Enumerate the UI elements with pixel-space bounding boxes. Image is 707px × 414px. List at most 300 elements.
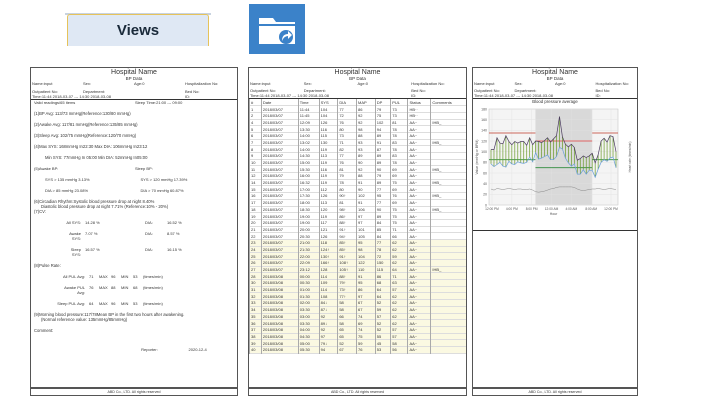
table-cell: AA·· — [408, 313, 431, 320]
table-row — [250, 273, 467, 280]
table-cell: 65 — [338, 326, 357, 333]
table-row — [250, 219, 467, 226]
name-field: Name:input — [474, 81, 495, 86]
svg-text:12:00 PM: 12:00 PM — [485, 207, 499, 211]
svg-text:8:00 AM: 8:00 AM — [585, 207, 598, 211]
table-row — [250, 166, 467, 173]
table-cell: 89 — [375, 159, 391, 166]
pulse-min: 53 — [133, 274, 138, 279]
cv-title: (7)CV: — [34, 209, 46, 214]
table-cell: 33 — [250, 300, 262, 307]
table-cell — [431, 260, 466, 267]
svg-text:12:00 PM: 12:00 PM — [604, 207, 618, 211]
table-row — [250, 119, 467, 126]
table-cell: 57 — [391, 333, 408, 340]
table-cell: 91 — [357, 199, 376, 206]
svg-text:20: 20 — [483, 192, 487, 197]
hospital-name: Hospital Name — [111, 69, 157, 76]
table-cell: 101 — [357, 226, 376, 233]
folder-open-arrow-icon — [249, 4, 305, 54]
table-cell: 2018/03/07 — [261, 159, 298, 166]
table-cell: 2018/03/08 — [261, 306, 298, 313]
table-cell: 109 — [319, 280, 338, 287]
table-cell: 79 — [375, 173, 391, 180]
pulse-unit: (times/min) — [143, 285, 163, 290]
report-subtitle: BP Data — [349, 76, 366, 81]
diastolic-drop: Diastolic blood pressure drop at night 7.71% (Reference:10% - 20%) — [41, 204, 169, 209]
table-cell: 2018/03/07 — [261, 253, 298, 260]
table-cell: IHB_ — [431, 179, 466, 186]
pulse-min: 68 — [133, 285, 138, 290]
cv-dia: 16.15 % — [167, 247, 182, 252]
table-cell: 75 — [391, 206, 408, 213]
table-cell: 69 — [391, 199, 408, 206]
sex-field: Sex: — [303, 81, 312, 86]
table-cell — [431, 159, 466, 166]
table-cell: 73 — [391, 106, 408, 113]
table-cell: 58 — [338, 300, 357, 307]
table-cell — [431, 286, 466, 293]
table-row — [250, 146, 467, 153]
table-cell: 88↑ — [338, 273, 357, 280]
page-footer: ABD Co., LTD. All rights reserved — [249, 387, 466, 395]
table-cell: 89 — [357, 153, 376, 160]
pulse-max-label: MAX — [99, 274, 108, 279]
table-cell: IHB_ — [431, 119, 466, 126]
table-cell: 22:00 — [298, 253, 319, 260]
table-cell — [431, 300, 466, 307]
table-cell: AA·· — [408, 280, 431, 287]
table-cell: 04:30 — [298, 333, 319, 340]
table-cell: 59 — [375, 306, 391, 313]
table-cell: 40 — [250, 346, 262, 353]
table-cell — [431, 112, 466, 119]
time-range: Time:11:44 2018-03-07 --- 14:30 2018-03-08 — [32, 94, 111, 99]
pulse-row — [31, 301, 237, 306]
table-cell: 79 — [375, 106, 391, 113]
table-cell: 2018/03/07 — [261, 260, 298, 267]
table-cell: 90↑ — [338, 193, 357, 200]
table-cell: 82 — [338, 146, 357, 153]
table-cell: 13:02 — [298, 139, 319, 146]
table-cell: 108 — [319, 293, 338, 300]
table-cell: 92 — [357, 119, 376, 126]
table-cell: 62 — [391, 313, 408, 320]
table-cell: 74 — [357, 326, 376, 333]
table-cell: 20:30 — [298, 233, 319, 240]
table-cell: 115 — [319, 132, 338, 139]
table-cell: AA·· — [408, 326, 431, 333]
table-cell: 4 — [250, 119, 262, 126]
table-cell — [431, 146, 466, 153]
table-cell: 64 — [375, 286, 391, 293]
table-cell: 91↑ — [338, 226, 357, 233]
table-cell: 20 — [250, 219, 262, 226]
table-cell: 87 — [375, 146, 391, 153]
bed-field: Bed No: — [411, 88, 426, 93]
table-cell: 58 — [391, 340, 408, 347]
table-cell: 17:00 — [298, 186, 319, 193]
table-cell: AA·· — [408, 293, 431, 300]
cv-label: Sleep SYS: — [70, 247, 81, 257]
table-cell: 79 — [338, 173, 357, 180]
table-cell: AA·· — [408, 126, 431, 133]
svg-text:4:00 PM: 4:00 PM — [505, 207, 518, 211]
table-cell: 110 — [357, 266, 376, 273]
pulse-max: 96 — [111, 301, 116, 306]
table-cell: 2018/03/07 — [261, 153, 298, 160]
table-cell: 94↑ — [338, 233, 357, 240]
table-cell: 105↑ — [338, 266, 357, 273]
awake-dia-load: DIA > 85 mmHg 23.08% — [45, 188, 89, 193]
cv-dia: 16.52 % — [167, 220, 182, 225]
report-subtitle: BP Data — [546, 76, 564, 81]
table-row — [250, 293, 467, 300]
table-cell: 119 — [319, 146, 338, 153]
table-cell: 16:32 — [298, 179, 319, 186]
table-cell: 69 — [357, 320, 376, 327]
bp-average-chart — [473, 105, 637, 225]
table-cell: 2018/03/07 — [261, 246, 298, 253]
table-cell: 52 — [375, 320, 391, 327]
table-cell: 35 — [250, 313, 262, 320]
table-cell: 104 — [319, 112, 338, 119]
table-cell: 01:30 — [298, 293, 319, 300]
table-cell: 52 — [338, 340, 357, 347]
table-cell — [431, 132, 466, 139]
table-cell: 17:30 — [298, 193, 319, 200]
table-cell: IHB_ — [431, 139, 466, 146]
awake-sys-load: SYS > 135 mmHg 3.13% — [45, 177, 90, 182]
table-cell: 75 — [375, 112, 391, 119]
table-cell: 53 — [375, 346, 391, 353]
cv-dia-label: DIA: — [145, 220, 153, 225]
pulse-title: (8)Pulse Rate: — [34, 263, 61, 268]
outpatient-field: Outpatient No: — [250, 88, 276, 93]
table-cell: 22 — [250, 233, 262, 240]
table-cell: AA·· — [408, 219, 431, 226]
pulse-avg: 71 — [89, 274, 94, 279]
svg-text:12:00 AM: 12:00 AM — [544, 207, 559, 211]
table-cell: 2018/03/08 — [261, 313, 298, 320]
table-row — [250, 206, 467, 213]
table-cell: 14 — [250, 179, 262, 186]
table-cell: 66 — [338, 313, 357, 320]
table-cell: 15:00 — [298, 159, 319, 166]
table-cell: 62 — [391, 239, 408, 246]
table-cell: AA·· — [408, 253, 431, 260]
column-header: DP — [375, 99, 391, 106]
table-cell: 01:00 — [298, 286, 319, 293]
table-row — [250, 346, 467, 353]
table-cell: 95 — [357, 239, 376, 246]
table-cell: AA·· — [408, 239, 431, 246]
table-cell: 124↑ — [319, 246, 338, 253]
table-cell: 12:09 — [298, 119, 319, 126]
table-cell: 23 — [250, 239, 262, 246]
table-cell — [431, 106, 466, 113]
table-cell: 34 — [250, 306, 262, 313]
table-cell — [431, 186, 466, 193]
table-cell: 9 — [250, 153, 262, 160]
table-cell: AA·· — [408, 320, 431, 327]
sleep-average: (3)Sleep Avg: 102/75 mmHg(Reference:120/70 mmHg) — [34, 133, 137, 138]
age-field: Age:0 — [555, 81, 566, 86]
table-cell: AA·· — [408, 213, 431, 220]
cv-dia-label: DIA: — [145, 231, 153, 236]
table-cell: HB·· — [408, 106, 431, 113]
table-cell: 74 — [357, 313, 376, 320]
table-cell: 2018/03/07 — [261, 266, 298, 273]
table-cell: AA·· — [408, 146, 431, 153]
table-cell: 91 — [357, 179, 376, 186]
table-cell: 57 — [375, 313, 391, 320]
table-row — [250, 199, 467, 206]
table-cell: AA·· — [408, 193, 431, 200]
cv-sys: 7.07 % — [85, 231, 98, 236]
table-cell: 87↓ — [319, 306, 338, 313]
time-range: Time:11:44 2018-03-07 --- 14:30 2018-03-08 — [250, 93, 329, 98]
table-cell: 62 — [391, 306, 408, 313]
pulse-min-label: MIN — [121, 285, 129, 290]
table-cell: AA·· — [408, 132, 431, 139]
pulse-avg: 64 — [89, 301, 94, 306]
age-field: Age:0 — [357, 81, 368, 86]
table-cell: AA·· — [408, 266, 431, 273]
table-cell: 58 — [338, 306, 357, 313]
table-cell: 119 — [319, 213, 338, 220]
cv-row — [31, 247, 237, 257]
table-cell: 67 — [338, 346, 357, 353]
open-folder-button[interactable] — [249, 4, 305, 54]
table-cell — [431, 346, 466, 353]
table-cell: 94 — [375, 126, 391, 133]
pulse-avg: 76 — [89, 285, 94, 290]
table-cell: 58 — [338, 320, 357, 327]
table-cell: 112 — [319, 186, 338, 193]
table-cell: 89 — [375, 132, 391, 139]
table-cell: 81 — [338, 166, 357, 173]
table-row — [250, 179, 467, 186]
table-cell: 98 — [357, 246, 376, 253]
table-cell: AA·· — [408, 333, 431, 340]
bp-data-table — [249, 99, 466, 354]
svg-text:40: 40 — [483, 181, 487, 186]
chart-title: Blood pressure average — [473, 98, 637, 105]
pulse-max: 88 — [111, 285, 116, 290]
table-cell: 2018/03/07 — [261, 173, 298, 180]
table-cell: 79↑ — [338, 280, 357, 287]
pulse-max-label: MAX — [99, 285, 108, 290]
table-cell: 05:30 — [298, 346, 319, 353]
table-cell: 2018/03/07 — [261, 233, 298, 240]
table-cell: 2018/03/08 — [261, 273, 298, 280]
table-cell: 2018/03/08 — [261, 346, 298, 353]
table-cell: 14:00 — [298, 132, 319, 139]
name-field: Name:input — [250, 81, 271, 86]
table-cell: 117 — [319, 219, 338, 226]
table-cell: 2018/03/07 — [261, 239, 298, 246]
cv-dia: 8.57 % — [167, 231, 180, 236]
table-row — [250, 233, 467, 240]
table-row — [250, 193, 467, 200]
table-cell: 18:30 — [298, 206, 319, 213]
table-cell: 16 — [250, 193, 262, 200]
id-field: ID: — [185, 94, 191, 99]
table-cell: 2018/03/07 — [261, 119, 298, 126]
table-cell — [431, 333, 466, 340]
table-cell — [431, 280, 466, 287]
table-cell: AA·· — [408, 139, 431, 146]
circadian-rhythm: (6)Circadian Rhythm:Systolic blood pressure drop at night 8.40% — [34, 199, 155, 204]
table-cell: 80 — [338, 186, 357, 193]
table-cell: 19:00 — [298, 213, 319, 220]
table-cell: 126 — [319, 233, 338, 240]
table-cell: 104 — [319, 106, 338, 113]
outpatient-field: Outpatient No: — [32, 89, 58, 94]
pulse-min-label: MIN — [121, 274, 129, 279]
table-cell: 90 — [375, 206, 391, 213]
valid-readings: Valid readings/65 items — [34, 100, 76, 105]
table-cell: 02:00 — [298, 300, 319, 307]
table-cell: 32 — [250, 293, 262, 300]
table-cell: 76 — [391, 193, 408, 200]
table-cell — [431, 253, 466, 260]
sleep-bp-label: Sleep BP: — [135, 166, 153, 171]
table-cell: 92 — [319, 326, 338, 333]
table-cell: 11:45 — [298, 112, 319, 119]
table-cell: 92 — [357, 166, 376, 173]
department-field: Department: — [303, 88, 326, 93]
table-row — [250, 139, 467, 146]
table-cell: 88↑ — [338, 219, 357, 226]
table-row — [250, 313, 467, 320]
table-cell: AA·· — [408, 186, 431, 193]
svg-text:140: 140 — [481, 128, 487, 133]
table-cell: AA·· — [408, 346, 431, 353]
table-cell: 2018/03/07 — [261, 146, 298, 153]
table-cell — [431, 306, 466, 313]
table-cell — [431, 313, 466, 320]
table-cell: 72 — [375, 253, 391, 260]
id-field: ID: — [411, 93, 417, 98]
table-cell: 114 — [319, 273, 338, 280]
table-cell: 2018/03/08 — [261, 320, 298, 327]
table-cell: 84 — [375, 219, 391, 226]
table-cell: 86 — [375, 273, 391, 280]
table-cell: 57 — [391, 286, 408, 293]
table-cell: 28 — [250, 273, 262, 280]
table-cell: 59 — [357, 340, 376, 347]
table-cell: 89 — [375, 213, 391, 220]
awake-bp-label: (5)Awake BP: — [34, 166, 59, 171]
hospital-name: Hospital Name — [532, 69, 578, 76]
table-cell: 77 — [375, 199, 391, 206]
department-field: Department: — [83, 89, 106, 94]
table-cell: 21 — [250, 226, 262, 233]
table-cell: 19:00 — [298, 219, 319, 226]
table-cell — [431, 153, 466, 160]
table-cell: 12 — [250, 173, 262, 180]
table-cell — [431, 199, 466, 206]
table-cell: 67 — [357, 306, 376, 313]
table-cell: 116 — [319, 126, 338, 133]
table-cell: AA·· — [408, 119, 431, 126]
pulse-min-label: MIN — [121, 301, 129, 306]
table-cell: 21:30 — [298, 246, 319, 253]
table-cell: 71 — [391, 226, 408, 233]
table-cell: 97 — [357, 213, 376, 220]
report-subtitle: BP Data — [125, 76, 143, 81]
table-cell: 78 — [338, 179, 357, 186]
table-cell: 126 — [319, 193, 338, 200]
table-cell: AA·· — [408, 233, 431, 240]
table-cell: 57 — [391, 326, 408, 333]
svg-text:8:00 PM: 8:00 PM — [525, 207, 538, 211]
table-cell: 130↑ — [319, 253, 338, 260]
table-cell: 36 — [250, 320, 262, 327]
table-cell: 2018/03/07 — [261, 206, 298, 213]
sleep-dia-load: DIA > 70 mmHg 60.87% — [140, 188, 184, 193]
table-cell: 78 — [391, 159, 408, 166]
sleep-time: Sleep Time:21:00 --- 09:00 — [135, 100, 183, 105]
table-cell: 2 — [250, 112, 262, 119]
table-cell: 89↓ — [319, 320, 338, 327]
table-cell: 90 — [375, 166, 391, 173]
table-cell: 86 — [357, 106, 376, 113]
table-cell — [431, 340, 466, 347]
column-header: DIA — [338, 99, 357, 106]
table-row — [250, 186, 467, 193]
sex-field: Sex: — [83, 81, 92, 86]
id-field: ID: — [595, 93, 601, 98]
hospitalization-field: Hospitalization No: — [185, 81, 219, 86]
table-cell: IHB_ — [431, 266, 466, 273]
table-cell: 8 — [250, 146, 262, 153]
table-cell: 97 — [357, 293, 376, 300]
table-cell: 31 — [250, 286, 262, 293]
table-cell: 67 — [357, 300, 376, 307]
table-cell: 69 — [391, 166, 408, 173]
table-cell: 78 — [391, 132, 408, 139]
table-cell: 150 — [375, 260, 391, 267]
table-cell: 65 — [338, 333, 357, 340]
cv-label: All SYS: — [66, 220, 81, 225]
table-cell: 71 — [338, 139, 357, 146]
table-cell — [431, 273, 466, 280]
table-cell: 15:30 — [298, 166, 319, 173]
reporter-label: Reporter: — [141, 347, 158, 352]
hospital-name: Hospital Name — [334, 69, 381, 76]
table-cell: 16:00 — [298, 173, 319, 180]
page-footer: ABD Co., LTD. All rights reserved — [473, 387, 637, 395]
table-cell: 94 — [319, 346, 338, 353]
report-date: 2020-12-4 — [188, 347, 207, 352]
table-row — [250, 126, 467, 133]
table-cell: 118 — [319, 239, 338, 246]
column-header: Time — [298, 99, 319, 106]
views-tab[interactable]: Views — [67, 14, 209, 46]
svg-text:160: 160 — [481, 117, 487, 122]
table-row — [250, 260, 467, 267]
svg-text:0: 0 — [485, 203, 487, 208]
table-cell: 00:00 — [298, 273, 319, 280]
pulse-unit: (times/min) — [143, 301, 163, 306]
table-cell: 68 — [375, 280, 391, 287]
table-cell: 116 — [319, 166, 338, 173]
table-cell: 04:00 — [298, 326, 319, 333]
awake-average: (2)Awake Avg: 117/81 mmHg(Reference:135/85 mmHg) — [34, 122, 138, 127]
